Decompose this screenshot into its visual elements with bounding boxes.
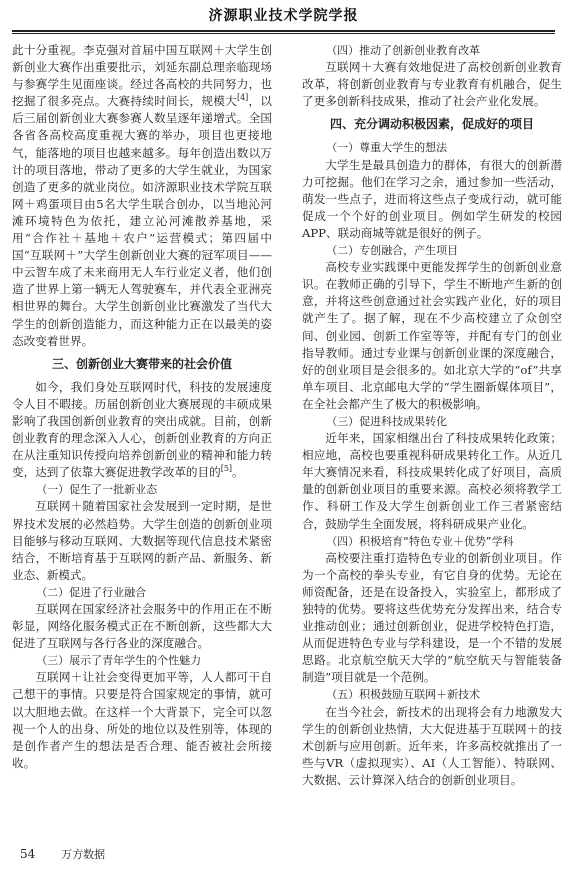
paragraph: 高校专业实践课中更能发挥学生的创新创业意识。在教师正确的引导下，学生不断地产生新的创意，并将这些创意通过社会实践产业化，好的项目就产生了。据了解，现在不少高校建立了众创空间、创业园、创新工作室等等，并配有专门的创业指导教师。通过专业课与创新创业课的深度融合，好的创业项目是会很多的。如北京大学的“of”共享单车项目、北京邮电大学的“学生圈新媒体项目”，在全社会都产生了极大的积极影响。 [302,260,562,411]
subsection-heading: （二）专创融合，产生项目 [326,244,459,258]
subsection-heading: （四）推动了创新创业教育改革 [326,44,481,57]
subsection-heading: （三）展示了青年学生的个性魅力 [36,654,202,668]
page-number: 54 [20,847,36,861]
paragraph-text: 此十分重视。李克强对首届中国互联网＋大学生创新创业大赛作出重要批示，刘延东副总理亲临现场与参赛学生见面座谈。经过各高校的共同努力，也挖掘了很多亮点。大赛持续时间长，规模大 [12,43,272,109]
paragraph: 互联网在国家经济社会服务中的作用正在不断彰显，网络化服务模式正在不断创新，这些都大大促进了互联网与各行各业的深度融合。 [12,602,272,651]
paragraph: 大学生是最具创造力的群体，有很大的创新潜力可挖掘。他们在学习之余，通过参加一些活动，萌发一些点子，进而将这些点子变成行动，就可能促成一个个好的创业项目。例如学生研发的校园APP、联动商城等就是很好的例子。 [302,157,562,240]
subsection-heading: （一）促生了一批新业态 [36,483,158,497]
header-rule-thin [12,33,555,34]
paragraph-text: 如今，我们身处互联网时代，科技的发展速度令人目不暇接。历届创新创业大赛展现的丰硕成果影响了我国创新创业教育的突出成就。目前，创新创业教育的理念深入人心，创新创业教育的方向正在从注重知识传授向培养创新创业的精神和能力转变，达到了依靠大赛促进教学改革的目的 [12,379,272,480]
paragraph [12,42,272,350]
left-column [12,42,272,772]
paragraph-text: ，以后三届创新创业大赛参赛人数呈逐年递增式。全国各省各高校高度重视大赛的举办，项目也更接地气，能落地的项目也越来越多。每年创造出数以万计的项目落地，带动了更多的大学生就业，为国家创造了更多的就业岗位。如济源职业技术学院互联网＋鸡蛋项目由5名大学生联合创办，以当地沁河滩环境特色为依托，建立沁河滩散养基地，采用“合作社＋基地＋农户”运营模式；第四届中国“互联网＋”大学生创新创业大赛的冠军项目——中云智车成了未来商用无人车行业定义者，他们创造了世界上第一辆无人驾驶赛车，并代表全亚洲亮相世界的舞台。大学生创新创业比赛激发了当代大学生的创新创造能力，而这种能力正在以最美的姿态改变着世界。 [12,94,272,348]
right-column [302,42,562,789]
paragraph: 互联网＋让社会变得更加平等，人人都可干自己想干的事情。只要是符合国家规定的事情，就可以大胆地去做。在这样一个大背景下，完全可以忽视一个人的出身、所处的地位以及性别等，体现的是创作者产生的想法是否合理、能否被社会所接收。 [12,670,272,770]
subsection-heading: （五）积极鼓励互联网＋新技术 [326,688,481,702]
paragraph: 互联网＋随着国家社会发展到一定时期，是世界技术发展的必然趋势。大学生创造的创新创业项目能够与移动互联网、大数据等现代信息技术紧密结合，不断培育基于互联网的新产品、新服务、新业态、新模式。 [12,499,272,582]
subsection-heading: （四）积极培育“特色专业＋优势”学科 [326,534,514,548]
watermark-text: 万方数据 [61,848,106,861]
header-rule [12,30,555,32]
paragraph [12,379,272,482]
subsection-heading: （一）尊重大学生的想法 [326,141,448,155]
citation: [4] [236,93,249,103]
subsection-heading: （二）促进了行业融合 [36,585,147,599]
page-footer [20,846,105,862]
paragraph: 互联网＋大赛有效地促进了高校创新创业教育改革，将创新创业教育与专业教育有机融合，促生了更多创新科技成果，推动了社会产业化发展。 [302,60,562,109]
paragraph: 高校要注重打造特色专业的创新创业项目。作为一个高校的拳头专业，有它自身的优势。无论在师资配备，还是在设备投入，实验室上，都形成了独特的优势。要将这些优势充分发挥出来，结合专业推动创业；通过创新创业，促进学校特色打造，从而促进特色专业与学科建设，是一个不错的发展思路。北京航空航天大学的“航空航天与智能装备制造”项目就是一个范例。 [302,550,562,685]
section-heading: 三、创新创业大赛带来的社会价值 [51,356,232,371]
section-heading: 四、充分调动积极因素，促成好的项目 [329,117,534,132]
journal-title: 济源职业技术学院学报 [208,8,359,24]
citation: [5] [220,464,233,474]
paragraph-text: 。 [232,465,244,480]
paragraph: 近年来，国家相继出台了科技成果转化政策；相应地，高校也要重视科研成果转化工作。从近几年大赛情况来看，科技成果转化成了好项目，高质量的创新创业项目的重要来源。高校必须将教学工作、科研工作及大学生创新创业工作三者紧密结合，鼓励学生全面发展，将科研成果产业化。 [302,431,562,531]
subsection-heading: （三）促进科技成果转化 [326,414,448,428]
paragraph: 在当今社会，新技术的出现将会有力地激发大学生的创新创业热情，大大促进基于互联网＋的技术创新与应用创新。近年来，许多高校就推出了一些与VR（虚拟现实）、AI（人工智能）、特联网、大数据、云计算深入结合的创新创业项目。 [302,704,562,787]
